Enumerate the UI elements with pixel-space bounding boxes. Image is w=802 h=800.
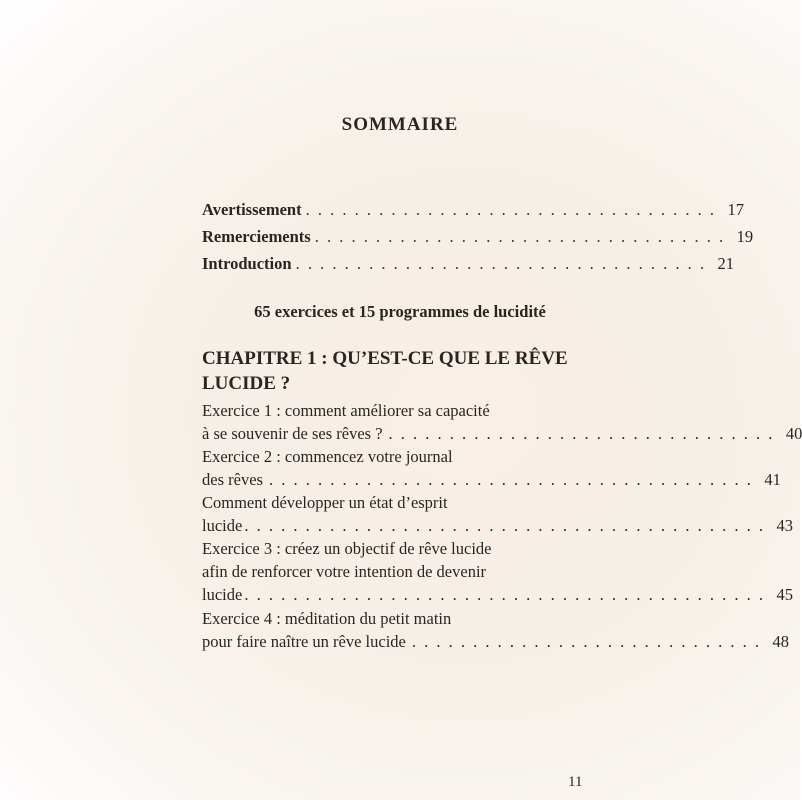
toc-entry-page: 21: [717, 254, 734, 273]
toc-exercise-4: [202, 607, 789, 653]
toc-entry-page: 40: [785, 424, 802, 443]
toc-entry-page: 41: [764, 470, 781, 489]
exercise-line: Exercice 1 : comment améliorer sa capacité: [202, 401, 490, 420]
toc-exercise-1: [202, 399, 802, 445]
exercise-line: lucide: [202, 516, 243, 535]
exercise-line: afin de renforcer votre intention de devenir: [202, 562, 487, 581]
toc-entry-remerciements: [202, 226, 754, 248]
toc-leader-dots: . . . . . . . . . . . . . . . . . . . . . . . . . . . . . . . . . . . . . . . . . . .: [244, 516, 765, 535]
toc-entry-etat-esprit: [202, 491, 793, 537]
toc-entry-page: 48: [772, 632, 789, 651]
toc-exercise-3: [202, 537, 793, 606]
exercise-line: lucide: [202, 585, 243, 604]
toc-leader-dots: . . . . . . . . . . . . . . . . . . . . . . . . . . . . .: [411, 632, 761, 651]
toc-entry-page: 19: [736, 227, 754, 246]
toc-entry-label: Avertissement: [202, 200, 302, 219]
exercise-line: Exercice 4 : méditation du petit matin: [202, 609, 452, 628]
exercise-line: Comment développer un état d’esprit: [202, 493, 448, 512]
exercise-line: Exercice 3 : créez un objectif de rêve lucide: [202, 539, 492, 558]
toc-leader-dots: . . . . . . . . . . . . . . . . . . . . . . . . . . . . . . . . . . . . . . . . . . .: [244, 585, 765, 604]
exercise-line: Exercice 2 : commencez votre journal: [202, 447, 453, 466]
toc-entry-page: 45: [776, 585, 793, 604]
toc-entry-avertissement: [202, 199, 744, 221]
toc-entry-page: 17: [727, 200, 744, 219]
page-number: 11: [568, 774, 583, 790]
chapter-title-line2: LUCIDE ?: [202, 373, 291, 394]
exercise-line: pour faire naître un rêve lucide: [202, 632, 406, 651]
toc-leader-dots: . . . . . . . . . . . . . . . . . . . . . . . . . . . . . . . . . . . . . . . .: [268, 470, 753, 489]
toc-entry-label: Introduction: [202, 254, 292, 273]
chapter-heading: [202, 346, 582, 396]
exercise-line: à se souvenir de ses rêves ?: [202, 424, 383, 443]
exercise-line: des rêves: [202, 470, 263, 489]
toc-leader-dots: . . . . . . . . . . . . . . . . . . . . . . . . . . . . . . . .: [388, 424, 775, 443]
toc-leader-dots: . . . . . . . . . . . . . . . . . . . . . . . . . . . . . . . . . .: [295, 254, 706, 273]
page-title: SOMMAIRE: [341, 114, 459, 135]
section-subtitle: 65 exercices et 15 programmes de lucidité: [254, 302, 546, 321]
toc-entry-introduction: [202, 253, 734, 275]
toc-leader-dots: . . . . . . . . . . . . . . . . . . . . . . . . . . . . . . . . . .: [314, 227, 726, 246]
toc-entry-page: 43: [776, 516, 793, 535]
toc-leader-dots: . . . . . . . . . . . . . . . . . . . . . . . . . . . . . . . . . .: [305, 200, 716, 219]
toc-exercise-2: [202, 445, 781, 491]
chapter-title-line1: CHAPITRE 1 : QU’EST-CE QUE LE RÊVE: [202, 348, 568, 369]
toc-entry-label: Remerciements: [202, 227, 311, 246]
